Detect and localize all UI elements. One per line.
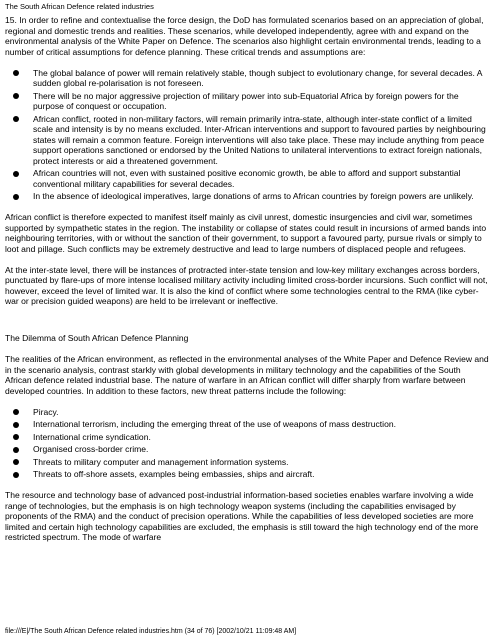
assumption-item: In the absence of ideological imperatives, large donations of arms to African countries by foreign powers are unlikely.: [33, 191, 489, 202]
assumption-item: African conflict, rooted in non-military factors, will remain primarily intra-state, although inter-state conflict of a limited scale and intensity is by no means excluded. Inter-African interventions and support to favoured parties by neighbouring states will remain a common feature. Foreign interventions will also take place. These may include anything from peace support operations sanctioned or endorsed by the United Nations to unilateral interventions to extract foreign nationals, protect interests or aid a threatened government.: [33, 114, 489, 167]
assumption-item: African countries will not, even with sustained positive economic growth, be able to afford and support substantial conventional military capabilities for several decades.: [33, 168, 489, 189]
browser-print-footer: file:///E|/The South African Defence related industries.htm (34 of 76) [2002/10/21 11:09:48 AM]: [5, 628, 297, 635]
african-conflict-paragraph: African conflict is therefore expected to manifest itself mainly as civil unrest, domestic insurgencies and civil war, sometimes supported by sympathetic states in the region. The instability or collapse of states could result in incursions of armed bands into neighbouring territories, with or without the sanction of their government, to support a favoured party, pursue rivals or simply to loot and pillage. Such conflicts may be extremely destructive and lead to large numbers of displaced people and refugees.: [5, 212, 487, 254]
document-body: [5, 15, 489, 553]
assumption-item: The global balance of power will remain relatively stable, though subject to evolutionary change, for several decades. A sudden global re-polarisation is not foreseen.: [33, 68, 489, 89]
threat-item: International terrorism, including the emerging threat of the use of weapons of mass destruction.: [33, 419, 489, 430]
assumptions-list: [5, 68, 489, 202]
section-heading: The Dilemma of South African Defence Planning: [5, 333, 189, 343]
realities-paragraph: The realities of the African environment, as reflected in the environmental analyses of the White Paper and Defence Review and in the scenario analysis, contrast starkly with global developments in military technology and the capabilities of the South African defence related industrial base. The nature of warfare in an African conflict will differ sharply from warfare between developed countries. In addition to these factors, new threat patterns include the following:: [5, 354, 489, 396]
threats-list: [5, 407, 489, 480]
inter-state-paragraph: At the inter-state level, there will be instances of protracted inter-state tension and low-key military exchanges across borders, punctuated by flare-ups of more intense localised military activity including limited cross-border incursions. Such conflict will not, however, exceed the level of limited war. It is also the kind of conflict where some technologies central to the RMA (like cyber-war or precision guided weapons) are held to be irrelevant or ineffective.: [5, 264, 488, 306]
section-spacer: [5, 317, 489, 333]
resource-paragraph: The resource and technology base of advanced post-industrial information-based societies enables warfare involving a wide range of technologies, but the emphasis is on high technology weapon systems (including the capabilities envisaged by proponents of the RMA) and the conduct of precision operations. While the capabilities of less developed societies are more limited and certain high technology capabilities are excluded, the emphasis is still toward the high technology end of the more restricted spectrum. The mode of warfare: [5, 490, 479, 542]
threat-item: International crime syndication.: [33, 432, 489, 443]
browser-print-header: The South African Defence related industries: [5, 2, 154, 11]
assumption-item: There will be no major aggressive projection of military power into sub-Equatorial Africa by foreign powers for the purpose of conquest or occupation.: [33, 91, 489, 112]
threat-item: Threats to off-shore assets, examples being embassies, ships and aircraft.: [33, 469, 489, 480]
threat-item: Threats to military computer and management information systems.: [33, 457, 489, 468]
paragraph-15: 15. In order to refine and contextualise the force design, the DoD has formulated scenarios based on an appreciation of global, regional and domestic trends and realities. These scenarios, while developed independently, agree with and expand on the environmental analysis of the White Paper on Defence. The scenarios also highlight certain environmental trends, leading to a number of critical assumptions for defence planning. These critical trends and assumptions are:: [5, 15, 484, 57]
threat-item: Piracy.: [33, 407, 489, 418]
threat-item: Organised cross-border crime.: [33, 444, 489, 455]
